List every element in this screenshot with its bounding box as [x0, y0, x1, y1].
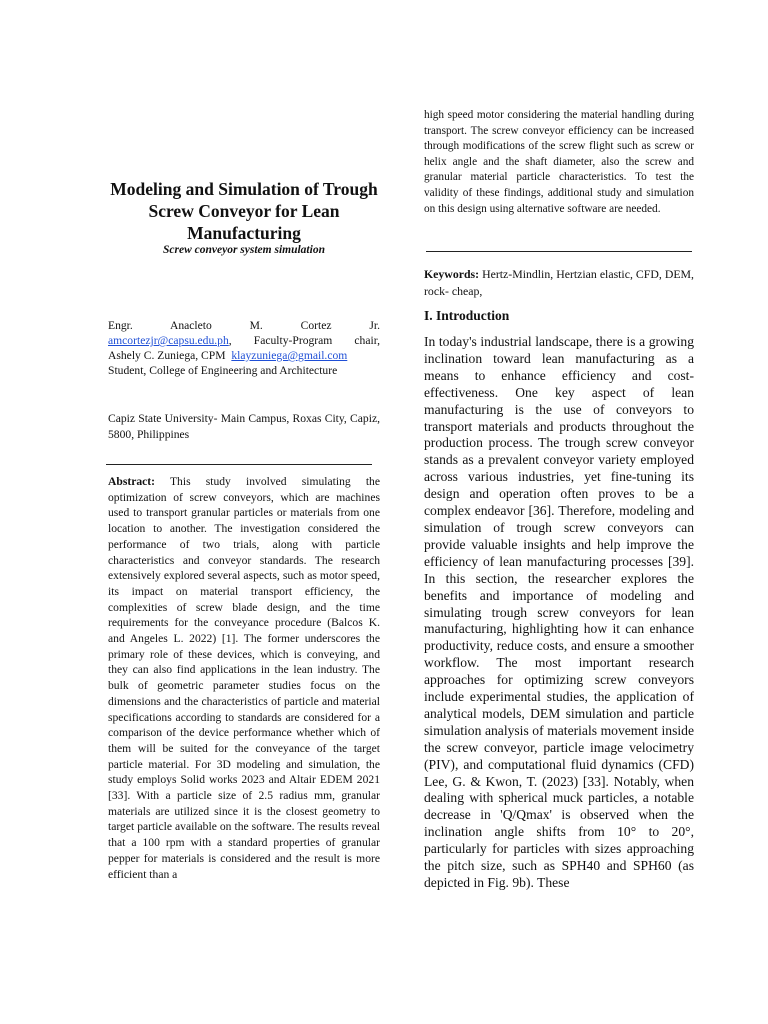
paper-subtitle: Screw conveyor system simulation: [163, 244, 325, 256]
coauthor-name: Ashely C. Zuniega, CPM: [108, 349, 226, 362]
keywords: [424, 266, 694, 300]
author-line-4: Student, College of Engineering and Architecture: [108, 364, 338, 377]
abstract-text: This study involved simulating the optimization of screw conveyors, which are machines used to transport granular particles or materials from one location to another. The investigation considered the performance of two trials, along with particle characteristics and conveyor standards. The research extensively explored several aspects, such as motor speed, its impact on material transport efficiency, the complexities of screw blade design, and the time requirements for the conveyance procedure (Balcos K. and Angeles L. 2022) [1]. The former underscores the primary role of these devices, which is conveying, and they can also find applications in the lean industry. The bulk of geometric parameter studies focus on the dimensions and the characteristics of particle and material specifications according to standards are considered for a comparison of the device performance whether which of them will be suited for the conveyance of the target particle material. For 3D modeling and simulation, the study employs Solid works 2023 and Altair EDEM 2021 [33]. With a particle size of 2.5 radius mm, granular materials are utilized since it is the closest geometry to target particle available on the software. The results reveal that a 100 rpm with a standard properties of granular pepper for materials is considered and the result is more efficient than a: [108, 475, 380, 881]
abstract-rule: [106, 464, 372, 465]
keywords-rule: [426, 251, 692, 252]
author-line-2: [108, 333, 380, 348]
author-email-1[interactable]: amcortezjr@capsu.edu.ph: [108, 334, 229, 347]
abstract-label: Abstract:: [108, 475, 156, 488]
keywords-text: Hertz-Mindlin, Hertzian elastic, CFD, DEM, rock- cheap,: [424, 267, 694, 298]
author-line-3: [108, 348, 380, 363]
affiliation: Capiz State University- Main Campus, Roxas City, Capiz, 5800, Philippines: [108, 412, 380, 441]
keywords-label: Keywords:: [424, 267, 480, 281]
author-role: , Faculty-Program chair,: [228, 334, 380, 347]
author-email-2[interactable]: klayzuniega@gmail.com: [231, 349, 348, 362]
paper-title: Modeling and Simulation of Trough Screw Conveyor for Lean Manufacturing: [110, 179, 378, 243]
abstract: [108, 474, 380, 882]
introduction-text: In today's industrial landscape, there is a growing inclination toward lean manufacturing as a means to enhance efficiency and cost-effectiveness. One key aspect of lean manufacturing is the use of conveyors to transport materials and products throughout the production process. The trough screw conveyor stands as a prevalent conveyor variety employed across various industries, yet fine-tuning its design and operation often proves to be a complex endeavor [36]. Therefore, modeling and simulation of trough screw conveyors can provide valuable insights and help improve the efficiency of lean manufacturing processes [39]. In this section, the researcher explores the benefits and importance of modeling and simulating trough screw conveyors for lean manufacturing, highlighting how it can enhance productivity, reduce costs, and ensure a smoother workflow. The most important research approaches for optimizing screw conveyors include experimental studies, the application of analytical models, DEM simulation and particle simulation analysis of materials movement inside the screw conveyor, particle image velocimetry (PIV), and computational fluid dynamics (CFD) Lee, G. & Kwon, T. (2023) [33]. Notably, when dealing with spherical muck particles, a notable decrease in 'Q/Qmax' is observed when the inclination angle shifts from 10° to 20°, particularly for particles with sizes approaching the pitch size, such as SPH40 and SPH60 (as depicted in Fig. 9b). These: [424, 334, 694, 890]
abstract-continued: high speed motor considering the material handling during transport. The screw conveyor efficiency can be increased through modifications of the screw flight such as screw or helix angle and the shaft diameter, also the screw and granular material particle characteristics. To test the validity of these findings, additional study and simulation on this design using alternative software are needed.: [424, 109, 694, 215]
author-block: [108, 318, 380, 378]
author-line-1: Engr. Anacleto M. Cortez Jr.: [108, 319, 380, 332]
section-heading-introduction: I. Introduction: [424, 308, 510, 323]
